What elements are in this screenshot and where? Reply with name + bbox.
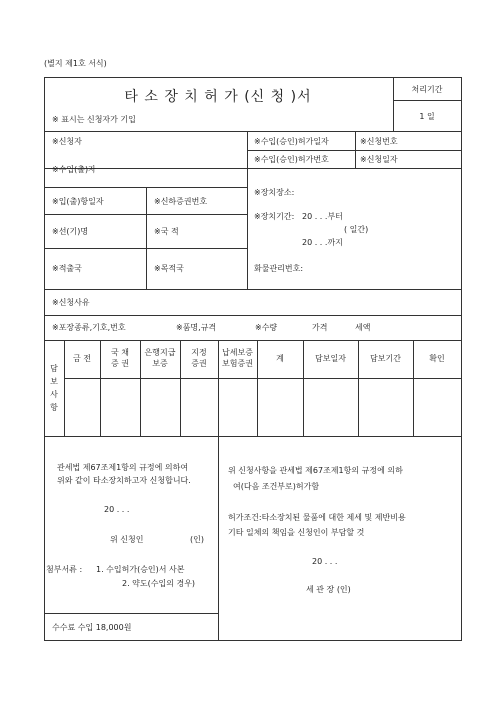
importer-label: ※수입(출)자 — [52, 165, 96, 174]
permit-cond-1: 허가조건:타소장치된 물품에 대한 제세 및 제반비용 — [228, 513, 406, 522]
header-govbond: 국 채 증 권 — [111, 348, 129, 368]
attach-item-1: 1. 수입허가(승인)서 사본 — [96, 565, 185, 574]
left-decl-applicant: 위 신청인 — [110, 535, 144, 544]
app-date-label: ※신청일자 — [360, 155, 398, 164]
storage-period-days: ( 일간) — [344, 225, 369, 234]
permit-cond-2: 기타 일체의 책임을 신청인이 부담할 것 — [228, 528, 365, 537]
vrule-247 — [247, 131, 248, 289]
header-tax-insurance: 납세보증 보험증권 — [222, 348, 253, 368]
customs-official: 세 관 장 (인) — [306, 585, 351, 594]
import-permit-number-label: ※수입(승인)허가번호 — [254, 155, 329, 164]
rule-168 — [44, 168, 462, 169]
header-bank-guarantee: 은행지급 보증 — [144, 348, 176, 368]
rule-340 — [44, 340, 462, 341]
attach-item-2: 2. 약도(수입의 경우) — [122, 579, 196, 588]
right-decl-date: 20 . . . — [312, 557, 338, 566]
rule-315 — [44, 315, 462, 316]
qty-label: ※수량 — [255, 323, 278, 332]
frame-bottom — [44, 640, 462, 641]
rule-131 — [44, 131, 462, 132]
fee-text: 수수료 수입 18,000원 — [52, 623, 132, 632]
vessel-label: ※선(기)명 — [52, 227, 89, 236]
rule-289 — [44, 289, 462, 290]
rule-613 — [44, 613, 218, 614]
vrule-146 — [146, 187, 147, 289]
processing-value: 1 일 — [419, 112, 435, 121]
processing-rule — [393, 100, 461, 101]
right-decl-line2: 여(다음 조건부로)허가함 — [233, 482, 320, 491]
storage-period-label: ※장치기간: — [254, 212, 295, 221]
right-decl-line1: 위 신청사항을 관세법 제67조제1항의 규정에 의하 — [228, 466, 403, 475]
left-decl-date: 20 . . . — [104, 505, 130, 514]
entry-date-label: ※입(출)항일자 — [52, 197, 104, 206]
item-label: ※품명,규격 — [176, 323, 217, 332]
bl-number-label: ※신하증권번호 — [154, 197, 208, 206]
nationality-label: ※국 적 — [154, 227, 179, 236]
tax-label: 세액 — [355, 323, 371, 332]
rule-436 — [44, 436, 462, 437]
header-security-period: 담보기간 — [370, 354, 401, 363]
header-total: 계 — [276, 354, 284, 363]
side-char-4: 항 — [50, 403, 58, 412]
frame-left — [44, 77, 45, 641]
frame-top — [44, 77, 462, 78]
header-security-date: 담보일자 — [315, 354, 346, 363]
applicant-label: ※신청자 — [52, 137, 82, 146]
side-char-2: 보 — [50, 377, 58, 386]
destination-label: ※목적국 — [154, 264, 184, 273]
app-number-label: ※신청번호 — [360, 137, 398, 146]
price-label: 가격 — [312, 323, 328, 332]
left-decl-line2: 위와 같이 타소장치하고자 신청합니다. — [57, 476, 191, 485]
form-title: 타 소 장 치 허 가 (신 청 )서 — [124, 89, 312, 105]
import-permit-date-label: ※수입(승인)허가일자 — [254, 137, 329, 146]
reason-label: ※신청사유 — [52, 298, 90, 307]
form-number: (별지 제1호 서식) — [44, 59, 107, 68]
frame-right — [461, 77, 462, 641]
form-note: ※ 표시는 신청자가 기입 — [52, 115, 136, 124]
side-char-3: 사 — [50, 390, 58, 399]
left-decl-line1: 관세법 제67조제1항의 규정에 의하여 — [57, 463, 189, 472]
vrule-218 — [218, 340, 219, 640]
vrule-355 — [355, 131, 356, 168]
processing-label: 처리기간 — [411, 85, 443, 94]
storage-place-label: ※장치장소: — [254, 188, 295, 197]
left-decl-seal: (인) — [190, 535, 204, 544]
header-designated-security: 지정 증권 — [191, 348, 207, 368]
rule-378 — [64, 378, 461, 379]
origin-label: ※적출국 — [52, 264, 82, 273]
storage-period-end: 20 . . .까지 — [302, 238, 343, 247]
header-cash: 금 전 — [73, 354, 91, 363]
side-char-1: 담 — [50, 364, 58, 373]
security-side-label — [48, 362, 60, 414]
header-confirm: 확인 — [429, 354, 445, 363]
attach-label: 첨부서류 : — [46, 565, 83, 574]
cargo-mgmt-label: 화물관리번호: — [254, 264, 304, 273]
storage-period-start: 20 . . .부터 — [302, 212, 343, 221]
packing-label: ※포장종류,기호,번호 — [52, 323, 126, 332]
